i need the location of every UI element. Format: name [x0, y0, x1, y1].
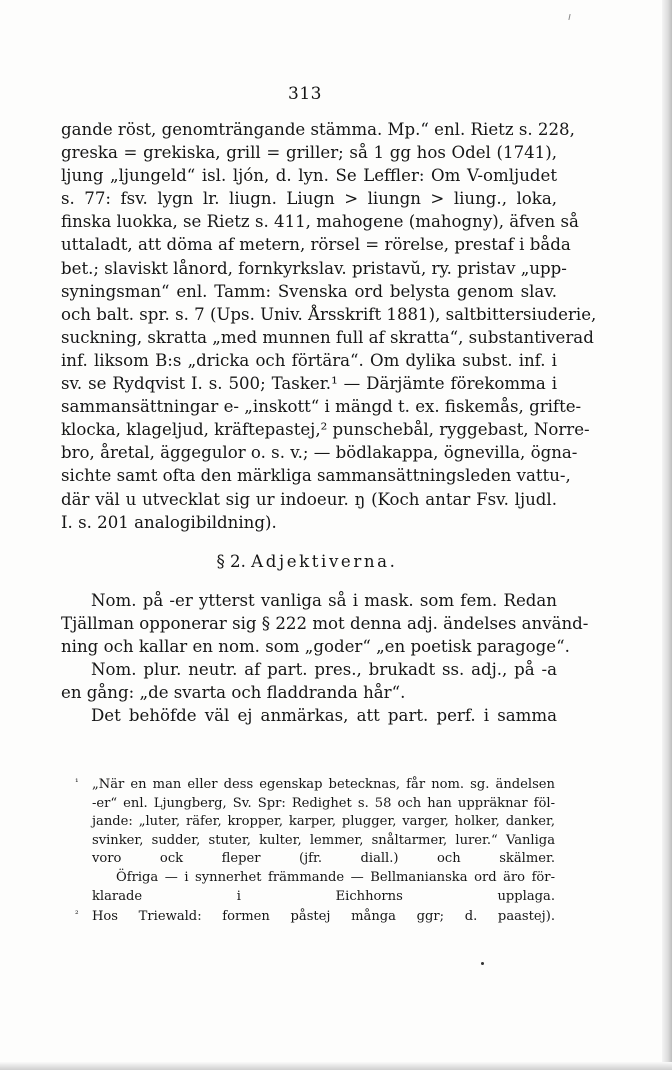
text-line: Det behöfde väl ej anmärkas, att part. perf. i samma: [91, 706, 557, 726]
scan-speck: [568, 14, 570, 20]
text-line: ljung „ljungeld“ isl. ljón, d. lyn. Se Leffler: Om V-omljudet: [61, 166, 557, 186]
text-line: Nom. på -er ytterst vanliga så i mask. som fem. Redan: [91, 590, 557, 610]
text-line: sv. se Rydqvist I. s. 500; Tasker.¹ — Därjämte förekomma i: [61, 374, 557, 394]
text-line: Tjällman opponerar sig § 222 mot denna adj. ändelses använd-: [61, 613, 589, 633]
footnote-1-line: Öfriga — i synnerhet främmande — Bellmanianska ord äro för-: [116, 869, 555, 885]
text-line: och balt. spr. s. 7 (Ups. Univ. Årsskrift 1881), saltbittersiuderie,: [61, 304, 597, 324]
page-edge-right: [662, 0, 672, 1070]
page-edge-bottom: [0, 1062, 672, 1070]
text-line: klocka, klageljud, kräftepastej,² punschebål, ryggebast, Norre-: [61, 420, 590, 440]
text-line: suckning, skratta „med munnen full af skratta“, substantiverad: [61, 327, 594, 347]
text-line: Nom. plur. neutr. af part. pres., brukadt ss. adj., på -a: [91, 660, 557, 680]
text-line: s. 77: fsv. lygn lr. liugn. Liugn > liungn > liung., loka,: [61, 189, 557, 209]
text-line: sammansättningar e- „inskott“ i mängd t. ex. fiskemås, grifte-: [61, 397, 582, 417]
text-line: en gång: „de svarta och fladdranda hår“.: [61, 683, 406, 703]
footnote-2-marker: ²: [75, 910, 79, 921]
text-line: bet.; slaviskt lånord, fornkyrkslav. pristavŭ, ry. pristav „upp-: [61, 258, 567, 278]
footnote-1-text: „När en man eller dess egenskap betecknas, får nom. sg. ändelsen: [92, 777, 555, 792]
text-line: där väl u utvecklat sig ur indoeur. ŋ (Koch antar Fsv. ljudl.: [61, 489, 557, 509]
text-line: inf. liksom B:s „dricka och förtära“. Om dylika subst. inf. i: [61, 350, 557, 370]
ink-dot: [481, 962, 484, 965]
text-line: I. s. 201 analogibildning).: [61, 512, 277, 532]
footnote-1-line: -er“ enl. Ljungberg, Sv. Spr: Redighet s. 58 och han uppräknar föl-: [92, 795, 555, 811]
text-line: ning och kallar en nom. som „goder“ „en poetisk paragoge“.: [61, 636, 570, 656]
footnote-1-line: svinker, sudder, stuter, kulter, lemmer, snåltarmer, lurer.“ Vanliga: [92, 832, 555, 848]
footnote-2-line: [75, 906, 555, 927]
main-text-block: [61, 118, 597, 727]
footnote-1-marker: ¹: [75, 778, 79, 788]
section-title: Adjektiverna.: [251, 551, 398, 571]
text-line: syningsman“ enl. Tamm: Svenska ord belysta genom slav.: [61, 281, 557, 301]
footnote-1-line: klarade i Eichhorns upplaga.: [92, 888, 555, 904]
page-number: 313: [288, 84, 322, 104]
text-line: greska = grekiska, grill = griller; så 1 gg hos Odel (1741),: [61, 143, 557, 163]
text-line: sichte samt ofta den märkliga sammansättningsleden vattu-,: [61, 466, 571, 486]
footnote-1-line: voro ock fleper (jfr. diall.) och skälmer.: [92, 851, 555, 867]
section-number: § 2.: [216, 551, 246, 571]
text-line: uttaladt, att döma af metern, rörsel = rörelse, prestaf i båda: [61, 235, 571, 255]
text-line: gande röst, genomträngande stämma. Mp.“ enl. Rietz s. 228,: [61, 120, 575, 139]
footnote-2-text: Hos Triewald: formen påstej många ggr; d. paastej).: [92, 909, 555, 925]
text-line: bro, åretal, äggegulor o. s. v.; — bödlakappa, ögnevilla, ögna-: [61, 443, 578, 463]
text-line: finska luokka, se Rietz s. 411, mahogene (mahogny), äfven så: [61, 212, 579, 232]
footnote-1-line: [75, 774, 555, 795]
footnotes: [75, 774, 555, 927]
section-heading: [61, 550, 557, 573]
footnote-1-line: jande: „luter, räfer, kropper, karper, plugger, varger, holker, danker,: [92, 814, 555, 830]
